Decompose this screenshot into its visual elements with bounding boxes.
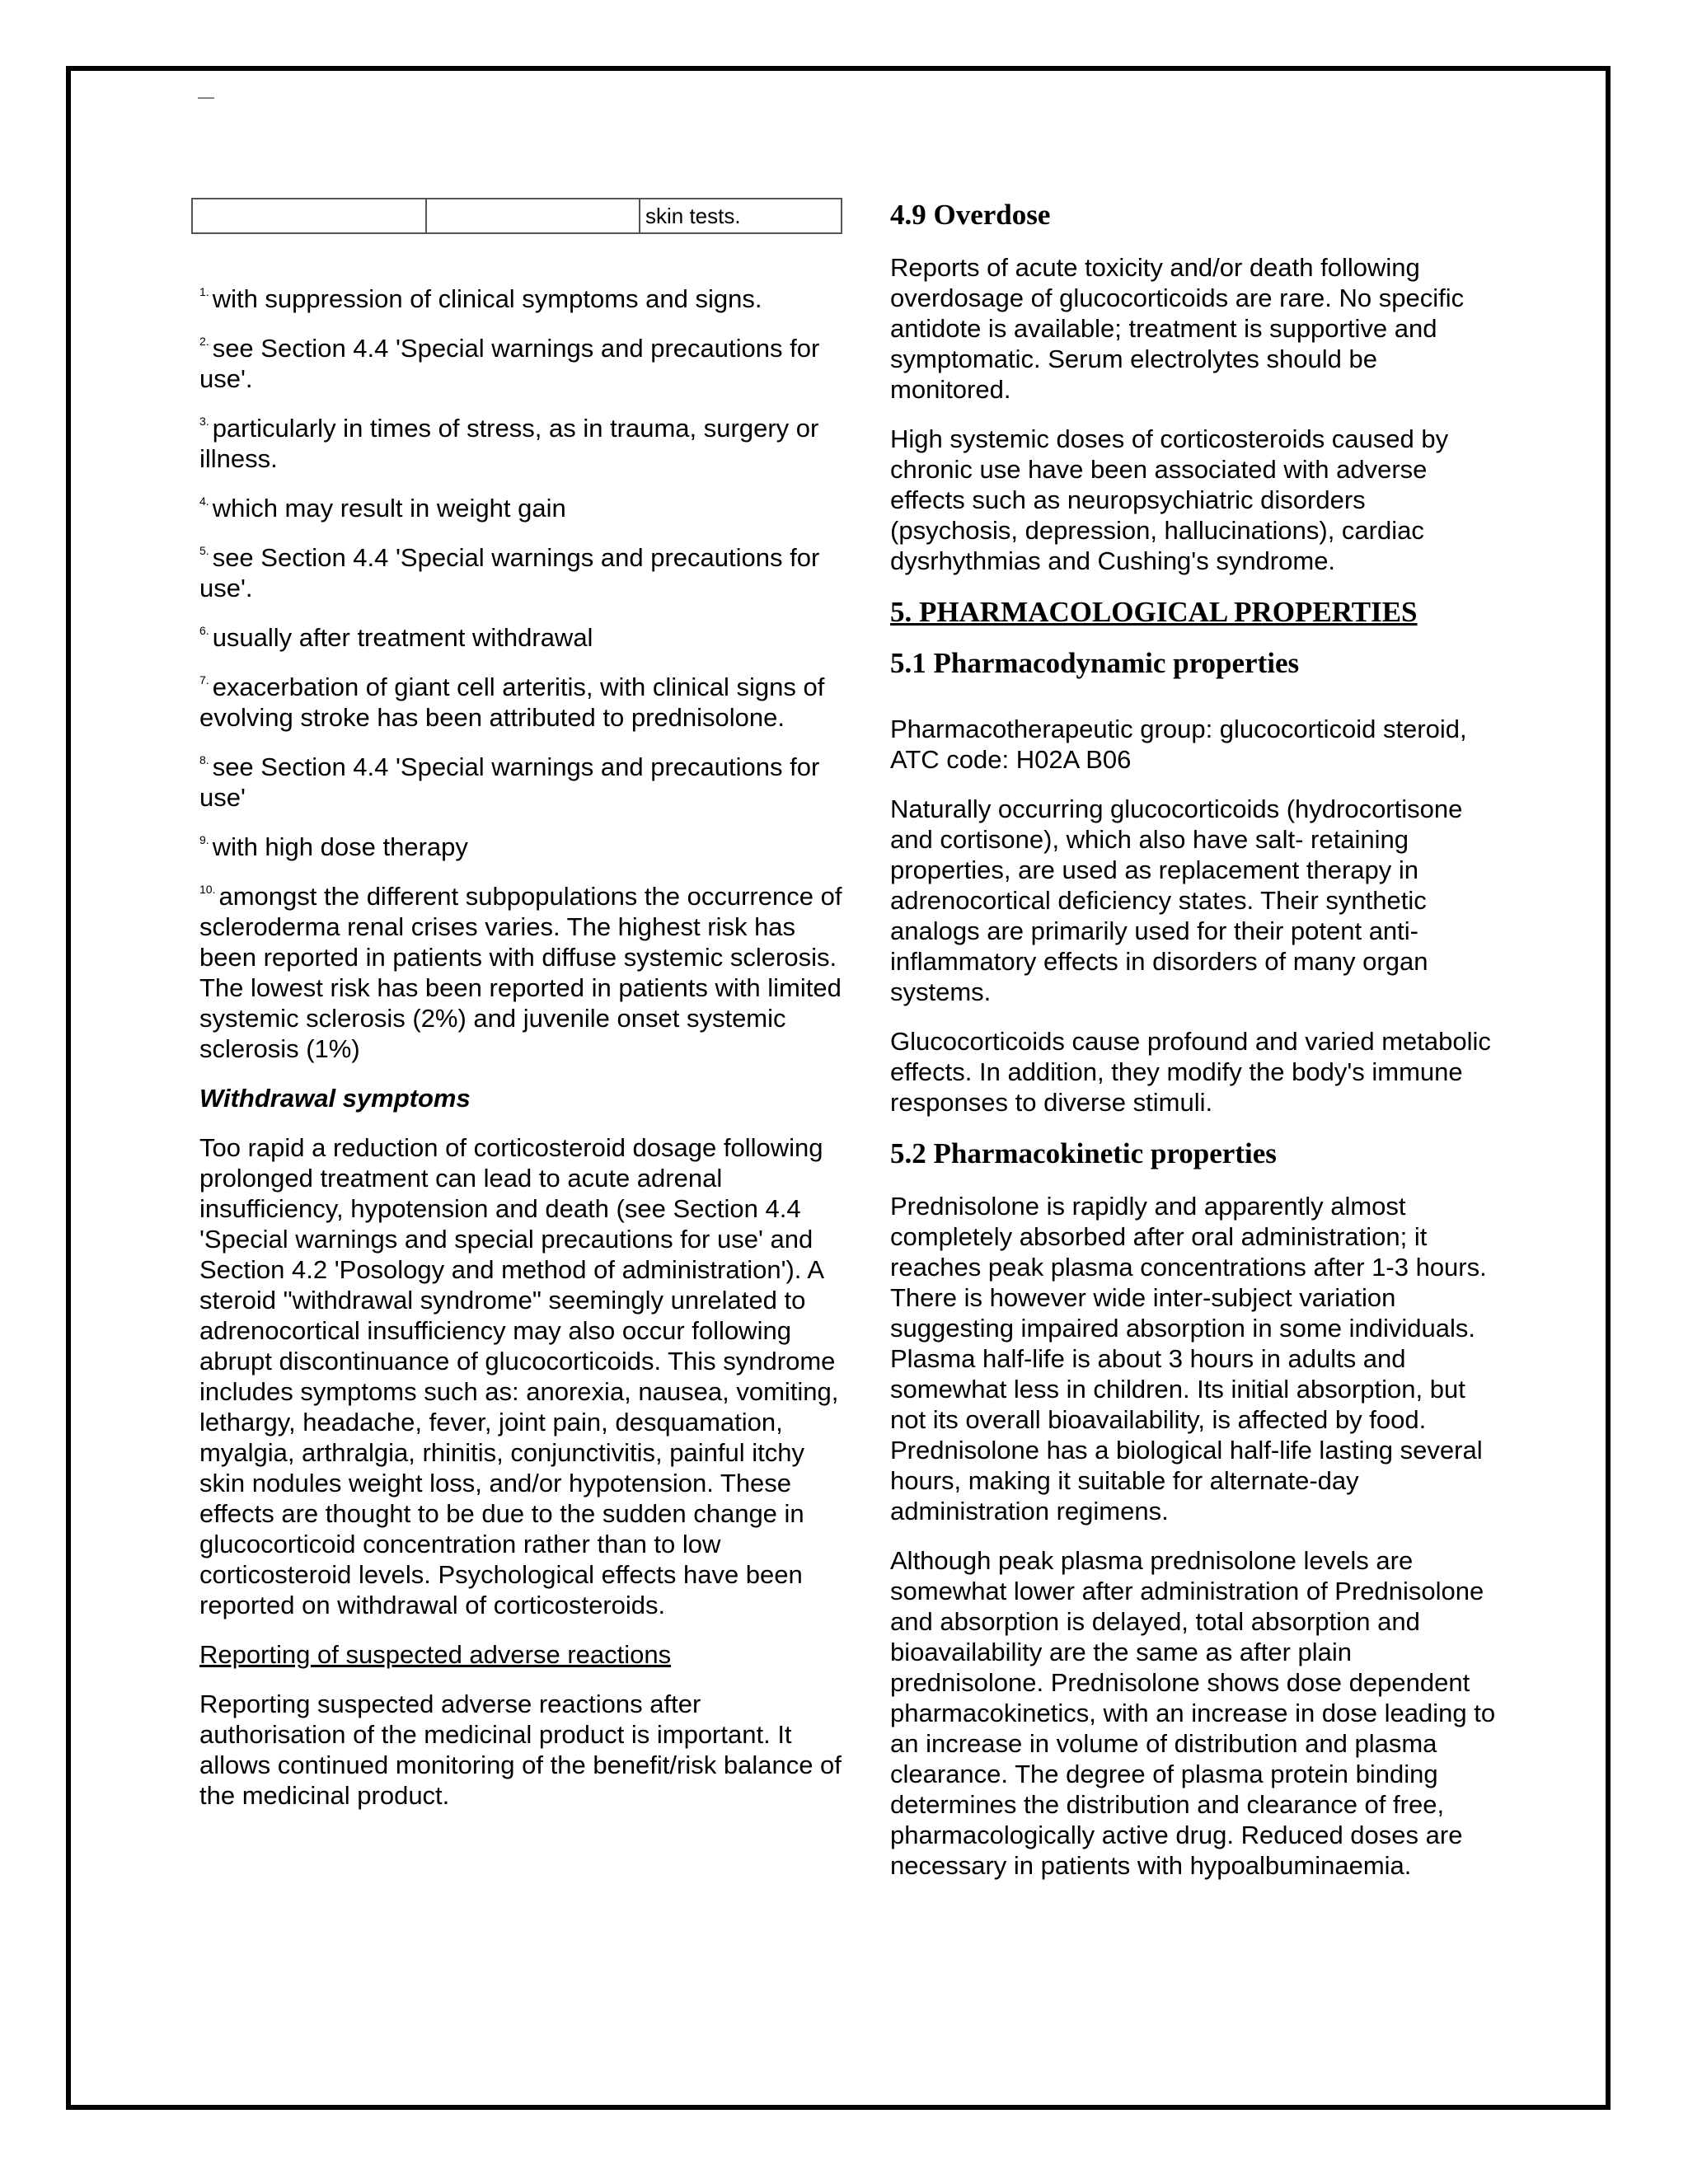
footnote — [199, 493, 842, 523]
footnote — [199, 542, 842, 603]
footnote — [199, 672, 842, 733]
footnote-text: which may result in weight gain — [212, 494, 566, 523]
reporting-heading: Reporting of suspected adverse reactions — [199, 1640, 672, 1669]
footnote-text: usually after treatment withdrawal — [212, 623, 593, 652]
overdose-paragraph-1: Reports of acute toxicity and/or death following overdosage of glucocorticoids are rare. No specific antidote is available; treatment is supportive and symptomatic. Serum electrolytes should be monitored. — [890, 253, 1465, 404]
pharmacokinetic-heading: 5.2 Pharmacokinetic properties — [890, 1137, 1277, 1169]
footnote — [199, 333, 842, 394]
footnote-number: 5. — [199, 544, 209, 557]
pharmacodynamic-paragraph-1: Pharmacotherapeutic group: glucocorticoid steroid, ATC code: H02A B06 — [890, 715, 1467, 774]
header-mark — [198, 97, 214, 99]
footnote-number: 10. — [199, 883, 216, 896]
footnote — [199, 832, 842, 862]
footnote-text: see Section 4.4 'Special warnings and precautions for use'. — [199, 543, 820, 602]
footnote — [199, 284, 842, 314]
table-cell — [192, 199, 426, 233]
footnote-number: 6. — [199, 624, 209, 637]
footnote-text: see Section 4.4 'Special warnings and precautions for use' — [199, 752, 820, 812]
footnote-text: with suppression of clinical symptoms and signs. — [212, 284, 762, 313]
right-column — [890, 198, 1500, 1900]
footnote-text: with high dose therapy — [212, 832, 468, 861]
footnote — [199, 752, 842, 813]
footnote-number: 9. — [199, 833, 209, 846]
footnote-number: 4. — [199, 494, 209, 508]
footnote-number: 8. — [199, 753, 209, 766]
table-cell — [426, 199, 640, 233]
footnote — [199, 881, 842, 1064]
reporting-paragraph: Reporting suspected adverse reactions after authorisation of the medicinal product is important. It allows continued monitoring of the benefit/risk balance of the medicinal product. — [199, 1690, 842, 1810]
table-row — [192, 199, 842, 233]
footnote-text: amongst the different subpopulations the occurrence of scleroderma renal crises varies. The highest risk has been reported in patients with diffuse systemic sclerosis. The lowest risk has been reported in patients with limited systemic sclerosis (2%) and juvenile onset systemic sclerosis (1%) — [199, 882, 842, 1063]
overdose-heading: 4.9 Overdose — [890, 199, 1051, 231]
left-column — [191, 198, 842, 1830]
table-continuation — [191, 198, 842, 234]
footnote — [199, 413, 842, 474]
pharmacodynamic-paragraph-2: Naturally occurring glucocorticoids (hydrocortisone and cortisone), which also have salt- retaining properties, are used as replacement therapy in adrenocortical deficiency states. Their synthetic analogs are primarily used for their potent anti-inflammatory effects in disorders of many organ systems. — [890, 794, 1463, 1006]
footnote — [199, 622, 842, 653]
pharmacological-heading: 5. PHARMACOLOGICAL PROPERTIES — [890, 596, 1418, 628]
footnote-number: 2. — [199, 335, 209, 348]
withdrawal-paragraph: Too rapid a reduction of corticosteroid dosage following prolonged treatment can lead to acute adrenal insufficiency, hypotension and death (see Section 4.4 'Special warnings and special precautions for use' and Section 4.2 'Posology and method of administration'). A steroid "withdrawal syndrome" seemingly unrelated to adrenocortical insufficiency may also occur following abrupt discontinuance of glucocorticoids. This syndrome includes symptoms such as: anorexia, nausea, vomiting, lethargy, headache, fever, joint pain, desquamation, myalgia, arthralgia, rhinitis, conjunctivitis, painful itchy skin nodules weight loss, and/or hypotension. These effects are thought to be due to the sudden change in glucocorticoid concentration rather than to low corticosteroid levels. Psychological effects have been reported on withdrawal of corticosteroids. — [199, 1133, 839, 1619]
pharmacokinetic-paragraph-2: Although peak plasma prednisolone levels are somewhat lower after administration of Prednisolone and absorption is delayed, total absorption and bioavailability are the same as after plain prednisolone. Prednisolone shows dose dependent pharmacokinetics, with an increase in dose leading to an increase in volume of distribution and plasma clearance. The degree of plasma protein binding determines the distribution and clearance of free, pharmacologically active drug. Reduced doses are necessary in patients with hypoalbuminaemia. — [890, 1546, 1496, 1880]
pharmacokinetic-paragraph-1: Prednisolone is rapidly and apparently almost completely absorbed after oral administration; it reaches peak plasma concentrations after 1-3 hours. There is however wide inter-subject variation suggesting impaired absorption in some individuals. Plasma half-life is about 3 hours in adults and somewhat less in children. Its initial absorption, but not its overall bioavailability, is affected by food. Prednisolone has a biological half-life lasting several hours, making it suitable for alternate-day administration regimens. — [890, 1192, 1487, 1526]
footnote-text: particularly in times of stress, as in trauma, surgery or illness. — [199, 414, 819, 473]
table-cell: skin tests. — [640, 199, 842, 233]
pharmacodynamic-heading: 5.1 Pharmacodynamic properties — [890, 647, 1300, 679]
footnote-number: 3. — [199, 415, 209, 428]
overdose-paragraph-2: High systemic doses of corticosteroids caused by chronic use have been associated with adverse effects such as neuropsychiatric disorders (psychosis, depression, hallucinations), cardiac dysrhythmias and Cushing's syndrome. — [890, 424, 1449, 575]
footnote-text: see Section 4.4 'Special warnings and precautions for use'. — [199, 334, 820, 393]
footnote-number: 1. — [199, 285, 209, 298]
footnote-text: exacerbation of giant cell arteritis, with clinical signs of evolving stroke has been attributed to prednisolone. — [199, 673, 825, 732]
pharmacodynamic-paragraph-3: Glucocorticoids cause profound and varied metabolic effects. In addition, they modify the body's immune responses to diverse stimuli. — [890, 1027, 1491, 1117]
withdrawal-heading: Withdrawal symptoms — [199, 1084, 471, 1113]
footnote-number: 7. — [199, 673, 209, 687]
